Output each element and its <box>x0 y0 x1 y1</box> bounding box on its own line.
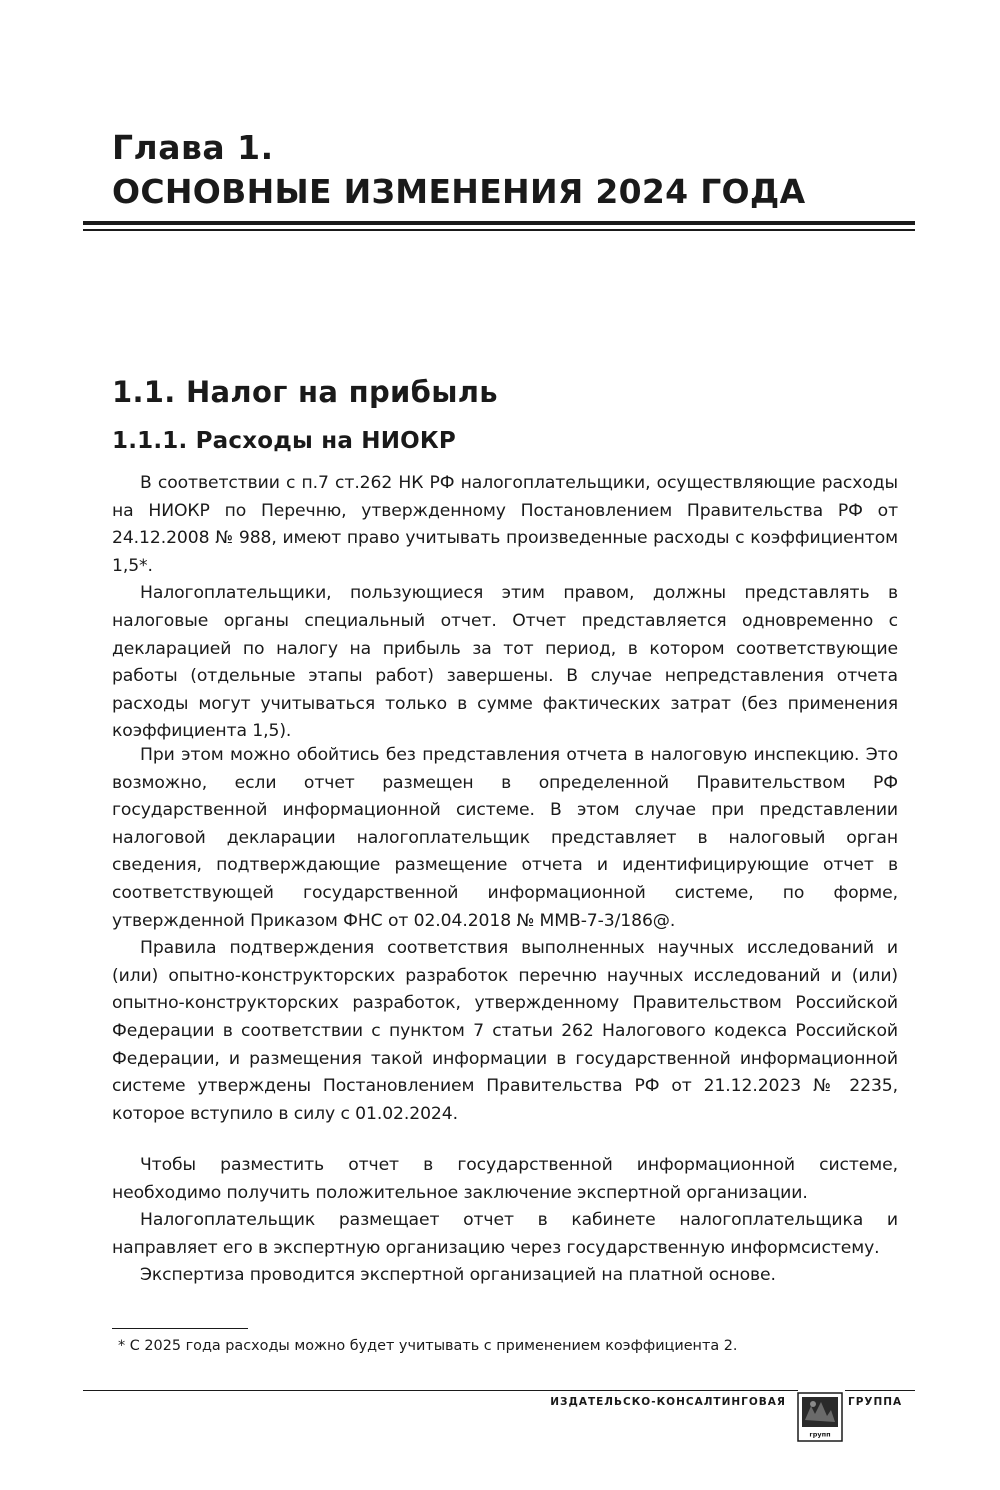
chapter-number: Глава 1. <box>112 128 274 167</box>
logo-caption: групп <box>809 1430 831 1439</box>
paragraph-7: Экспертиза проводится экспертной организацией на платной основе. <box>140 1265 776 1286</box>
publisher-logo-icon <box>797 1392 843 1442</box>
footer-rule-right <box>845 1390 915 1391</box>
chapter-rule-thin <box>83 229 915 231</box>
text-block-2 <box>112 742 898 1128</box>
paragraph-3: При этом можно обойтись без представления отчета в налоговую инспекцию. Это возможно, если отчет размещен в определенной Правительством РФ государственной информационной системе. В этом случае при представлении налоговой декларации налогоплательщик представляет в налоговый орган сведения, подтверждающие размещение отчета и идентифицирующие отчет в соответствующей государственной информационной системе, по форме, утвержденной Приказом ФНС от 02.04.2018 № ММВ-7-3/186@. <box>112 745 898 931</box>
paragraph-4: Правила подтверждения соответствия выполненных научных исследований и (или) опытно-конструкторских разработок перечню научных исследований и (или) опытно-конструкторских разработок, утвержденному Правительством Российской Федерации в соответствии с пунктом 7 статьи 262 Налогового кодекса Российской Федерации, и размещения такой информации в государственной информационной системе утверждены Постановлением Правительства РФ от 21.12.2023 № 2235, которое вступило в силу с 01.02.2024. <box>112 938 898 1124</box>
text-block-3 <box>112 1152 898 1290</box>
paragraph-2: Налогоплательщики, пользующиеся этим правом, должны представлять в налоговые органы специальный отчет. Отчет представляется одновременно с декларацией по налогу на прибыль за тот период, в котором соответствующие работы (отдельные этапы работ) завершены. В случае непредставления отчета расходы могут учитываться только в сумме фактических затрат (без применения коэффициента 1,5). <box>112 583 898 742</box>
chapter-heading <box>112 128 912 214</box>
publisher-name-left: ИЗДАТЕЛЬСКО-КОНСАЛТИНГОВАЯ <box>550 1396 786 1408</box>
section-heading: 1.1. Налог на прибыль <box>112 375 498 409</box>
subsection-heading: 1.1.1. Расходы на НИОКР <box>112 428 456 454</box>
footnote-rule <box>112 1328 248 1329</box>
footnote: * С 2025 года расходы можно будет учитывать с применением коэффициента 2. <box>118 1338 738 1354</box>
paragraph-5: Чтобы разместить отчет в государственной информационной системе, необходимо получить положительное заключение экспертной организации. <box>112 1155 898 1203</box>
chapter-rule-thick <box>83 221 915 225</box>
paragraph-6: Налогоплательщик размещает отчет в кабинете налогоплательщика и направляет его в экспертную организацию через государственную информсистему. <box>112 1210 898 1258</box>
publisher-name-right: ГРУППА <box>848 1396 903 1408</box>
footer-rule <box>83 1390 798 1391</box>
chapter-title: ОСНОВНЫЕ ИЗМЕНЕНИЯ 2024 ГОДА <box>112 172 806 211</box>
paragraph-1: В соответствии с п.7 ст.262 НК РФ налогоплательщики, осуществляющие расходы на НИОКР по Перечню, утвержденному Постановлением Правительства РФ от 24.12.2008 № 988, имеют право учитывать произведенные расходы с коэффициентом 1,5*. <box>112 473 898 576</box>
text-block-1 <box>112 470 898 746</box>
